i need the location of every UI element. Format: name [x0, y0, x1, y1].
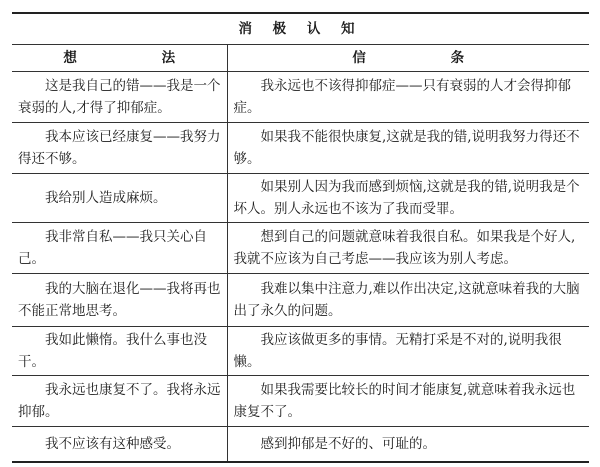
column-header-thoughts: 想 法 — [12, 45, 227, 72]
thought-cell: 我如此懒惰。我什么事也没干。 — [12, 327, 227, 376]
thought-cell: 我永远也康复不了。我将永远抑郁。 — [12, 376, 227, 427]
belief-cell: 我应该做更多的事情。无精打采是不对的,说明我很懒。 — [227, 327, 589, 376]
table-title-row — [12, 13, 589, 45]
belief-cell: 如果别人因为我而感到烦恼,这就是我的错,说明我是个坏人。别人永远也不该为了我而受罪。 — [227, 174, 589, 223]
column-header-beliefs: 信 条 — [227, 45, 589, 72]
table-row — [12, 327, 589, 376]
thought-cell: 我非常自私——我只关心自己。 — [12, 223, 227, 274]
thought-cell: 我不应该有这种感受。 — [12, 427, 227, 463]
table-header-row — [12, 45, 589, 72]
thought-cell: 我本应该已经康复——我努力得还不够。 — [12, 123, 227, 174]
table-row — [12, 174, 589, 223]
belief-cell: 想到自己的问题就意味着我很自私。如果我是个好人,我就不应该为自己考虑——我应该为别人考虑。 — [227, 223, 589, 274]
table-row — [12, 223, 589, 274]
thought-cell: 我的大脑在退化——我将再也不能正常地思考。 — [12, 274, 227, 327]
belief-cell: 我难以集中注意力,难以作出决定,这就意味着我的大脑出了永久的问题。 — [227, 274, 589, 327]
belief-cell: 如果我需要比较长的时间才能康复,就意味着我永远也康复不了。 — [227, 376, 589, 427]
belief-cell: 我永远也不该得抑郁症——只有衰弱的人才会得抑郁症。 — [227, 72, 589, 123]
negative-cognition-table — [12, 12, 589, 463]
belief-cell: 如果我不能很快康复,这就是我的错,说明我努力得还不够。 — [227, 123, 589, 174]
thought-cell: 我给别人造成麻烦。 — [12, 174, 227, 223]
table-row — [12, 427, 589, 463]
table-row — [12, 123, 589, 174]
thought-cell: 这是我自己的错——我是一个衰弱的人,才得了抑郁症。 — [12, 72, 227, 123]
table-row — [12, 274, 589, 327]
table-row — [12, 72, 589, 123]
table-title: 消 极 认 知 — [12, 13, 589, 45]
table-row — [12, 376, 589, 427]
belief-cell: 感到抑郁是不好的、可耻的。 — [227, 427, 589, 463]
